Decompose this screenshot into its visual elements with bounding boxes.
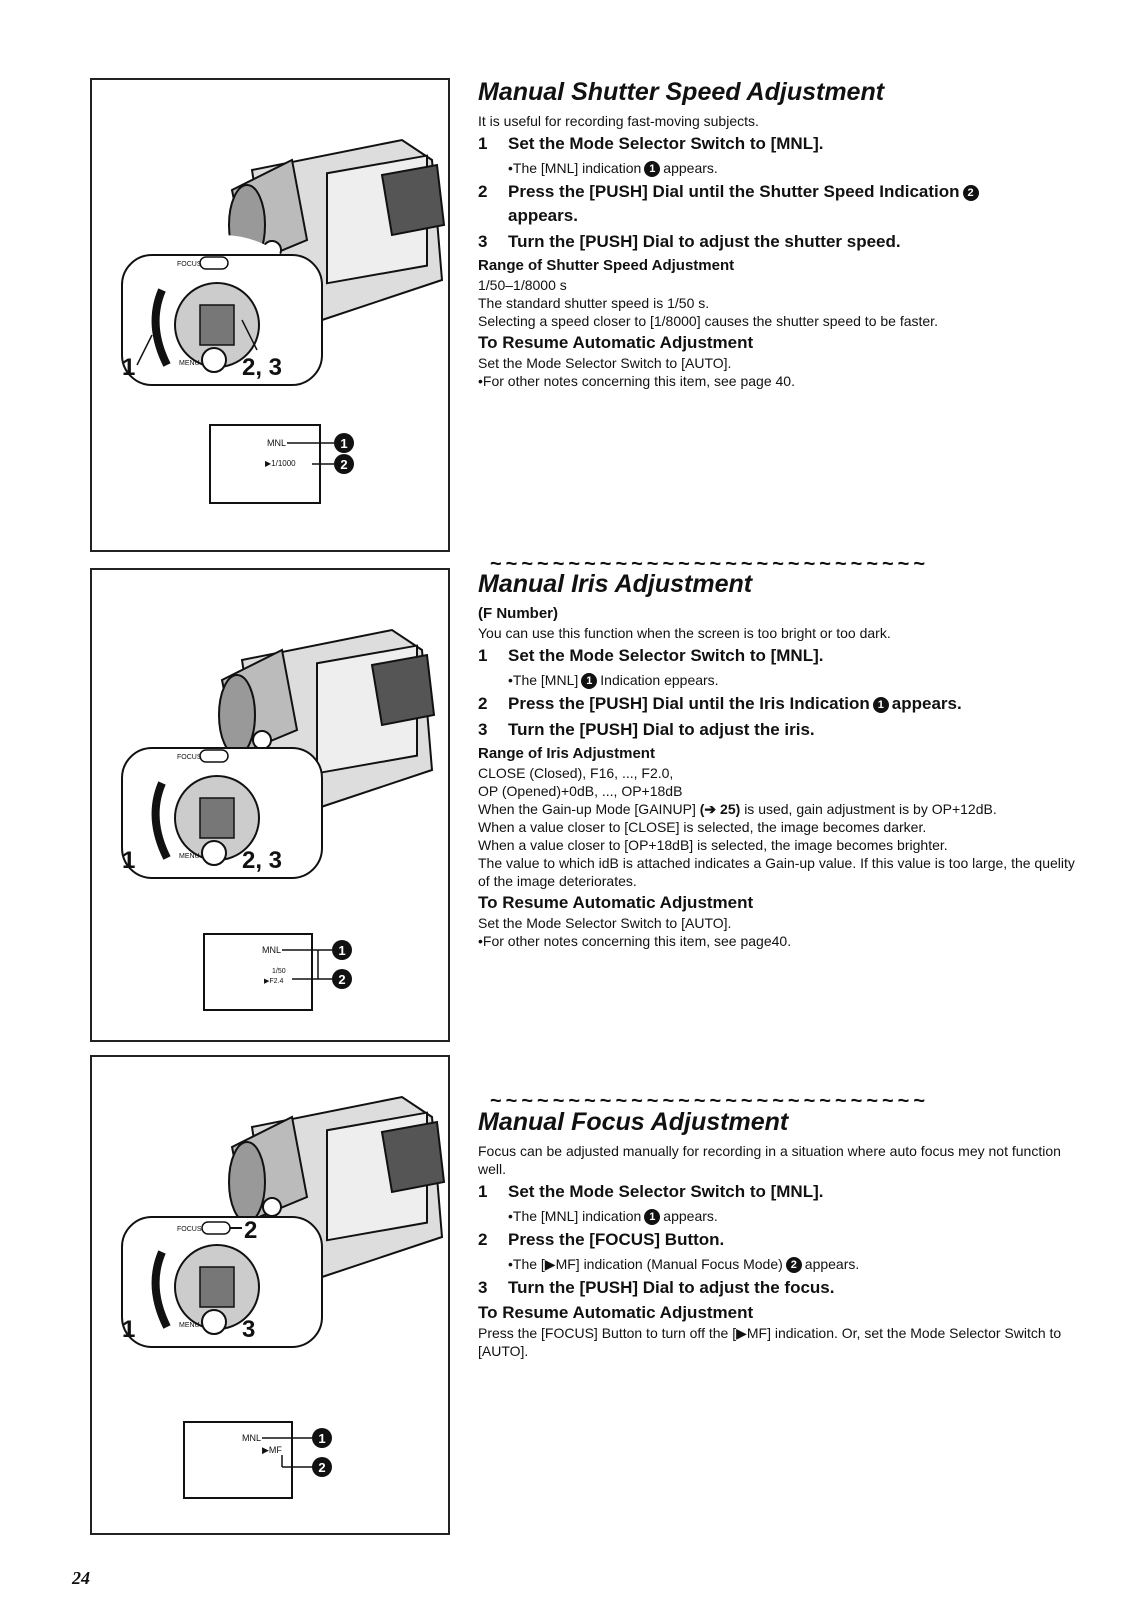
step-3: 3 Turn the [PUSH] Dial to adjust the shutter speed. [478, 232, 901, 251]
section-title: Manual Focus Adjustment [478, 1108, 789, 1136]
section-subtitle: (F Number) [478, 605, 558, 622]
resume-heading: To Resume Automatic Adjustment [478, 333, 754, 352]
resume-text: Set the Mode Selector Switch to [AUTO]. [478, 915, 732, 931]
step-1: 1 Set the Mode Selector Switch to [MNL]. [478, 1182, 824, 1201]
display-iris-value: ▶F2.4 [264, 978, 284, 985]
intro-text: It is useful for recording fast-moving subjects. [478, 113, 759, 129]
viewfinder-display [184, 1422, 292, 1498]
figure-panel-shutter [90, 78, 450, 552]
menu-label: MENU [179, 1322, 200, 1329]
step-3: 3 Turn the [PUSH] Dial to adjust the iris. [478, 720, 815, 739]
step-3: 3 Turn the [PUSH] Dial to adjust the focus. [478, 1278, 835, 1297]
focus-label: FOCUS [177, 1226, 202, 1233]
svg-text:1: 1 [338, 943, 346, 958]
range-heading: Range of Shutter Speed Adjustment [478, 257, 735, 274]
section-title: Manual Iris Adjustment [478, 570, 753, 598]
figure-panel-iris [90, 568, 450, 1042]
svg-text:1: 1 [318, 1431, 326, 1446]
step-2: 2 Press the [FOCUS] Button. [478, 1230, 725, 1249]
paragraph: Selecting a speed closer to [1/8000] causes the shutter speed to be faster. [478, 313, 938, 329]
step-1-note: •The [MNL] 1 Indication eppears. [508, 672, 719, 688]
camcorder-illustration-focus [92, 1057, 448, 1533]
step-1: 1 Set the Mode Selector Switch to [MNL]. [478, 646, 824, 665]
note-text: •For other notes concerning this item, see page 40. [478, 373, 795, 389]
range-heading: Range of Iris Adjustment [478, 745, 655, 762]
range-value: 1/50–1/8000 s [478, 277, 567, 293]
marker-1-icon: 1 [873, 697, 889, 713]
step-label-right: 2, 3 [242, 847, 283, 874]
resume-heading: To Resume Automatic Adjustment [478, 893, 754, 912]
step-label-left: 1 [122, 847, 136, 874]
step-2-note: •The [▶MF] indication (Manual Focus Mode) 2 appears. [508, 1256, 860, 1272]
section-iris [478, 570, 1078, 950]
step-label-focus: 2 [244, 1217, 258, 1244]
section-title: Manual Shutter Speed Adjustment [478, 78, 885, 106]
step-1-note: •The [MNL] indication 1 appears. [508, 1208, 718, 1224]
svg-text:1: 1 [340, 436, 348, 451]
step-2: 2 Press the [PUSH] Dial until the Shutter Speed Indication 2 appears. [478, 180, 1078, 228]
marker-1-icon: 1 [644, 1209, 660, 1225]
section-shutter [478, 78, 1078, 390]
step-label-left: 1 [122, 354, 136, 381]
paragraph: The standard shutter speed is 1/50 s. [478, 295, 710, 311]
svg-text:2: 2 [340, 457, 348, 472]
step-2: 2 Press the [PUSH] Dial until the Iris Indication 1 appears. [478, 694, 962, 713]
focus-label: FOCUS [177, 754, 202, 761]
section-divider: ~~~~~~~~~~~~~~~~~~~~~~~~~~~~ [490, 1090, 930, 1112]
display-mf: ▶MF [262, 1445, 282, 1455]
display-mnl: MNL [267, 438, 287, 448]
display-mnl: MNL [262, 945, 282, 955]
menu-label: MENU [179, 360, 200, 367]
marker-1-icon: 1 [644, 161, 660, 177]
paragraph: When a value closer to [OP+18dB] is selected, the image becomes brighter. [478, 837, 948, 853]
step-label-left: 1 [122, 1316, 136, 1343]
step-1-note: •The [MNL] indication 1 appears. [508, 160, 718, 176]
display-shutter-value: ▶1/1000 [265, 459, 296, 468]
intro-text: You can use this function when the screen is too bright or too dark. [478, 625, 891, 641]
display-speed-value: 1/50 [272, 968, 286, 975]
resume-text: Set the Mode Selector Switch to [AUTO]. [478, 355, 732, 371]
camcorder-illustration-shutter [92, 80, 448, 550]
svg-text:2: 2 [338, 972, 346, 987]
marker-1-icon: 1 [581, 673, 597, 689]
step-label-right: 2, 3 [242, 354, 283, 381]
svg-text:2: 2 [318, 1460, 326, 1475]
paragraph: The value to which idB is attached indicates a Gain-up value. If this value is too large, the quelity of the image deteriorates. [478, 855, 1075, 889]
step-label-right: 3 [242, 1316, 256, 1343]
section-divider: ~~~~~~~~~~~~~~~~~~~~~~~~~~~~ [490, 553, 930, 575]
paragraph: When a value closer to [CLOSE] is selected, the image becomes darker. [478, 819, 927, 835]
range-value: OP (Opened)+0dB, ..., OP+18dB [478, 783, 683, 799]
viewfinder-display [204, 934, 312, 1010]
range-value: CLOSE (Closed), F16, ..., F2.0, [478, 765, 674, 781]
marker-2-icon: 2 [786, 1257, 802, 1273]
page-number: 24 [72, 1568, 90, 1588]
focus-label: FOCUS [177, 261, 202, 268]
note-text: •For other notes concerning this item, see page40. [478, 933, 792, 949]
section-focus [478, 1108, 1078, 1360]
step-1: 1 Set the Mode Selector Switch to [MNL]. [478, 134, 824, 153]
resume-heading: To Resume Automatic Adjustment [478, 1303, 754, 1322]
paragraph: When the Gain-up Mode [GAINUP] (➔ 25) is used, gain adjustment is by OP+12dB. [478, 801, 997, 817]
camcorder-illustration-iris [92, 570, 448, 1040]
menu-label: MENU [179, 853, 200, 860]
resume-text: Press the [FOCUS] Button to turn off the [▶MF] indication. Or, set the Mode Selector Switch to [AUTO]. [478, 1325, 1062, 1359]
figure-panel-focus [90, 1055, 450, 1535]
marker-2-icon: 2 [963, 185, 979, 201]
display-mnl: MNL [242, 1433, 262, 1443]
intro-text: Focus can be adjusted manually for recording in a situation where auto focus mey not function well. [478, 1143, 1061, 1177]
